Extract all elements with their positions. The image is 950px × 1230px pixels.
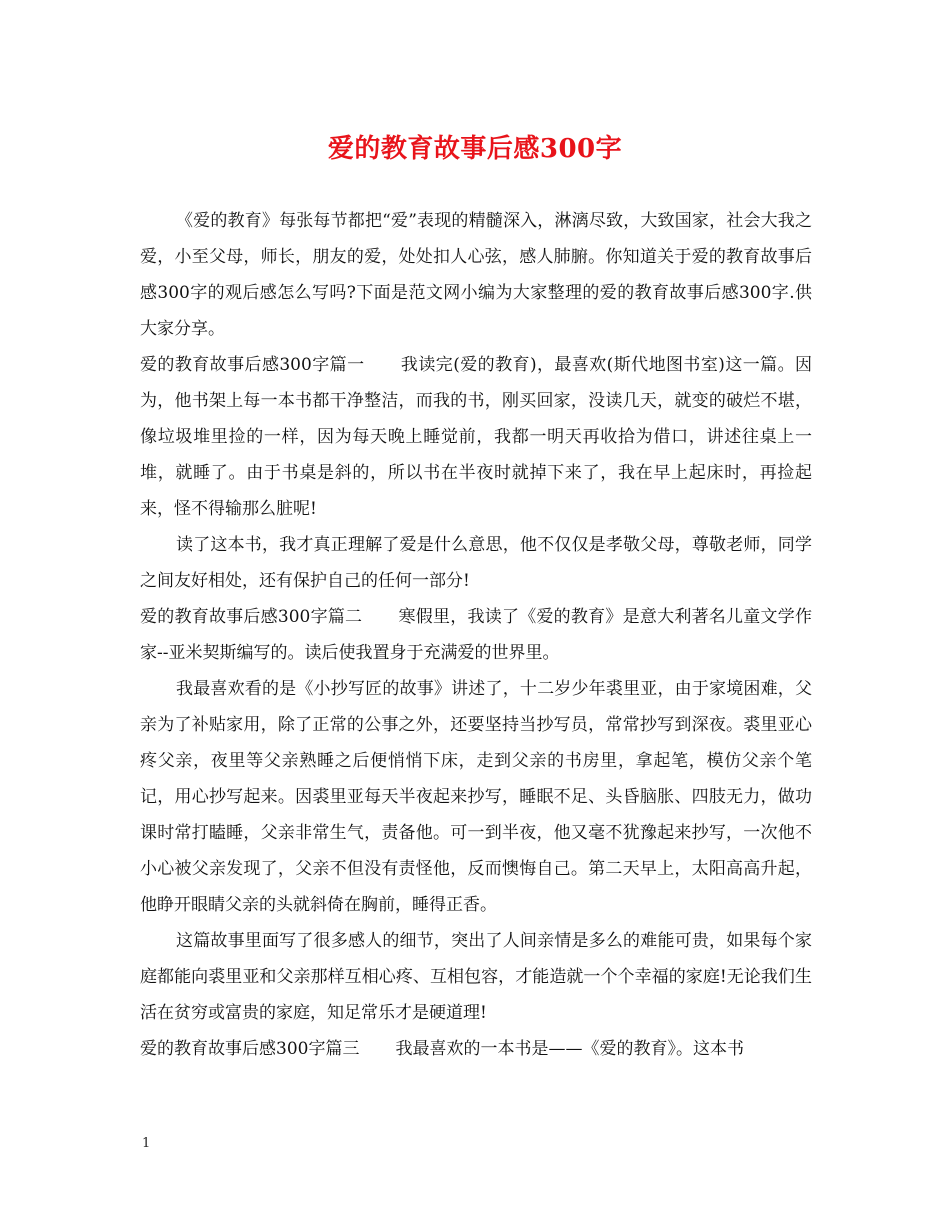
paragraph-text: 我最喜欢看的是《小抄写匠的故事》讲述了，十二岁少年裘里亚，由于家境困难，父亲为了补贴家用，除了正常的公事之外，还要坚持当抄写员，常常抄写到深夜。裘里亚心疼父亲，夜里等父亲熟睡之后便悄悄下床，走到父亲的书房里，拿起笔，模仿父亲个笔记，用心抄写起来。因裘里亚每天半夜起来抄写，睡眠不足、头昏脑胀、四肢无力，做功课时常打瞌睡，父亲非常生气，责备他。可一到半夜，他又毫不犹豫起来抄写，一次他不小心被父亲发现了，父亲不但没有责怪他，反而懊悔自己。第二天早上，太阳高高升起，他睁开眼睛父亲的头就斜倚在胸前，睡得正香。 [140,679,812,915]
paragraph-text: 我读完(爱的教育)，最喜欢(斯代地图书室)这一篇。因为，他书架上每一本书都干净整洁，而我的书，刚买回家，没读几天，就变的破烂不堪，像垃圾堆里捡的一样，因为每天晚上睡觉前，我都一明天再收拾为借口，讲述往桌上一堆，就睡了。由于书桌是斜的，所以书在半夜时就掉下来了，我在早上起床时，再捡起来，怪不得输那么脏呢! [140,355,813,519]
document-body [140,203,812,1067]
paragraph-intro [140,203,812,347]
paragraph-text: 读了这本书，我才真正理解了爱是什么意思，他不仅仅是孝敬父母，尊敬老师，同学之间友好相处，还有保护自己的任何一部分! [140,535,812,591]
paragraph-section-two [140,599,812,671]
paragraph-text: 《爱的教育》每张每节都把“爱”表现的精髓深入，淋漓尽致，大致国家，社会大我之爱，小至父母，师长，朋友的爱，处处扣人心弦，感人肺腑。你知道关于爱的教育故事后感300字的观后感怎么写吗?下面是范文网小编为大家整理的爱的教育故事后感300字.供大家分享。 [140,211,812,339]
paragraph-text: 寒假里，我读了《爱的教育》是意大利著名儿童文学作家--亚米契斯编写的。读后使我置身于充满爱的世界里。 [140,607,812,663]
page-number: 1 [142,1136,151,1151]
paragraph-reflection-two [140,923,812,1031]
paragraph-text: 这篇故事里面写了很多感人的细节，突出了人间亲情是多么的难能可贵，如果每个家庭都能向裘里亚和父亲那样互相心疼、互相包容，才能造就一个个幸福的家庭!无论我们生活在贫穷或富贵的家庭，知足常乐才是硬道理! [140,931,812,1023]
paragraph-section-three [140,1031,812,1067]
paragraph-section-one [140,347,812,527]
section-heading: 爱的教育故事后感300字篇一 [140,355,365,375]
paragraph-story [140,671,812,923]
paragraph-text: 我最喜欢的一本书是——《爱的教育》。这本书 [395,1039,744,1059]
document-title: 爱的教育故事后感300字 [327,134,623,164]
paragraph-reflection-one [140,527,812,599]
section-heading: 爱的教育故事后感300字篇二 [140,607,363,627]
section-heading: 爱的教育故事后感300字篇三 [140,1039,360,1059]
